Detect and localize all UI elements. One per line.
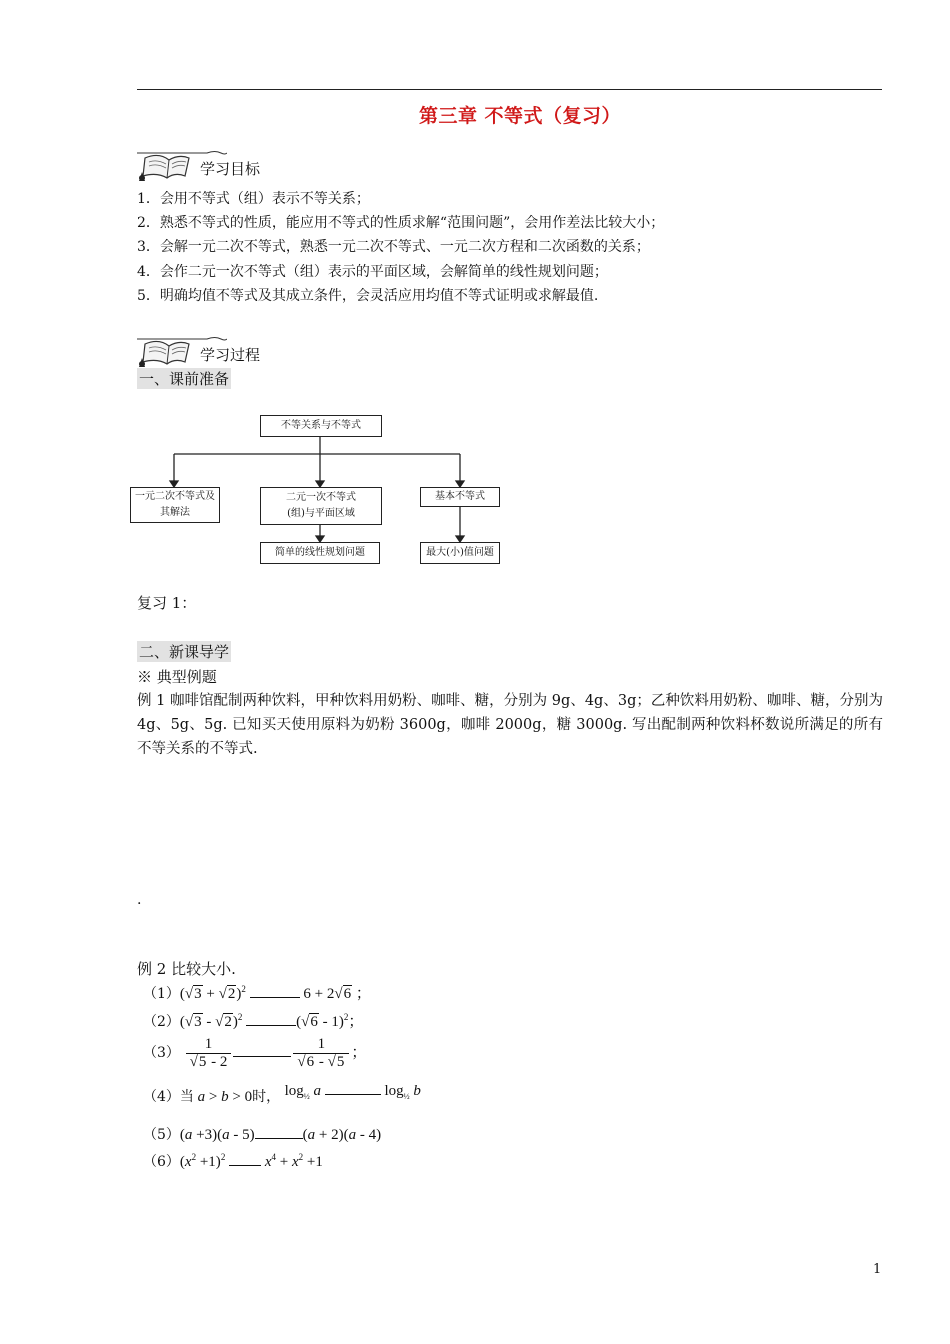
item-when: 当 (179, 1089, 194, 1105)
header-rule (137, 89, 882, 90)
item-label: （6） (143, 1154, 180, 1170)
wave-underline (137, 150, 227, 156)
diagram-box-basic: 基本不等式 (420, 487, 500, 507)
example2-item-6: $(6)(x^2 +1)^2$ $x^4 + x^2 +1$ (143, 1152, 323, 1170)
objectives-label: 学习目标 (200, 160, 261, 178)
example2-item-5: （5）(a +3)(a - 5) (a + 2)(a - 4) (143, 1127, 382, 1143)
item-label: （2） (143, 1014, 180, 1030)
page-title: 第三章 不等式（复习） (418, 105, 622, 127)
stray-dot: . (137, 892, 142, 908)
objective-item: 4．会作二元一次不等式（组）表示的平面区域，会解简单的线性规划问题； (137, 264, 608, 280)
example2-item-2: （2）(√3 - √2)$^2$ (√6 - 1)$^2$； (143, 1012, 364, 1030)
objectives-heading (137, 150, 297, 180)
typical-examples-heading: ※ 典型例题 (137, 668, 217, 686)
part1-heading: 一、课前准备 (139, 370, 230, 388)
diagram-box-extreme: 最大(小)值问题 (420, 542, 500, 564)
example2-title: 例 2 比较大小. (137, 960, 236, 978)
wave-underline (137, 336, 227, 342)
diagram-box-linear (260, 487, 382, 525)
diagram-root-box: 不等关系与不等式 (260, 415, 382, 437)
item-label: （5） (143, 1127, 180, 1143)
objective-item: 5．明确均值不等式及其成立条件，会灵活应用均值不等式证明或求解最值. (137, 288, 599, 304)
example2-item-3: （3） $\frac{1}{√5 - 2}$ $\frac{1}{√6 - √5}$ ； (143, 1036, 367, 1070)
diagram-box-linear-line1: 二元一次不等式 (286, 492, 356, 503)
concept-diagram (120, 405, 510, 575)
item-shi: 时， (252, 1089, 281, 1105)
part2-heading: 二、新课导学 (139, 643, 230, 661)
diagram-box-quadratic: 一元二次不等式及其解法 (130, 487, 220, 523)
example2-item-1: $(1)(√3 + √2)^2$ 6 + 2√6 ； (143, 984, 371, 1002)
objective-item: 2．熟悉不等式的性质，能应用不等式的性质求解“范围问题”，会用作差法比较大小； (137, 215, 665, 231)
example2-item-4: （4）当 a > b > 0时， $\log_{\frac{1}{2}} a$ $\log_{\frac{1}{2}} b$ (143, 1083, 421, 1105)
diagram-box-lp: 简单的线性规划问题 (260, 542, 380, 564)
page-number: 1 (873, 1262, 882, 1277)
objective-item: 3．会解一元二次不等式，熟悉一元二次不等式、一元二次方程和二次函数的关系； (137, 239, 650, 255)
example1-text: 例 1 咖啡馆配制两种饮料，甲种饮料用奶粉、咖啡、糖，分别为 9g、4g、3g；乙种饮料用奶粉、咖啡、糖，分别为 4g、5g、5g. 已知买天使用原料为奶粉 3600g，咖啡 2000g，糖 3000g. 写出配制两种饮料杯数说所满足的所有不等关系的不等式. (137, 693, 883, 757)
process-label: 学习过程 (200, 346, 261, 364)
item-label: （4） (143, 1089, 180, 1105)
review-label: 复习 1： (137, 594, 197, 612)
item-label: （3） (143, 1044, 180, 1061)
diagram-box-linear-line2: (组)与平面区域 (287, 508, 355, 519)
item-label: （1） (143, 986, 180, 1002)
process-heading (137, 336, 297, 366)
objective-item: 1．会用不等式（组）表示不等关系； (137, 191, 370, 207)
